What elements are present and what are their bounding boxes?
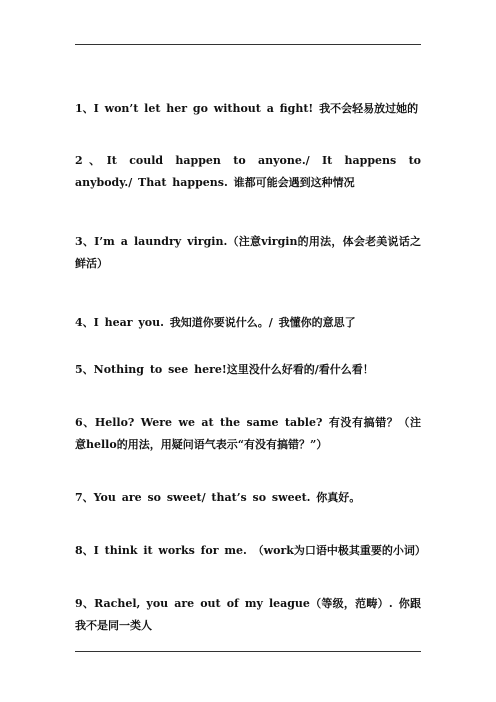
- phrase-item-6: 6、Hello? Were we at the same table? 有没有搞错？（注意hello的用法，用疑问语气表示“有没有搞错？”）: [75, 416, 421, 451]
- phrase-item-9: 9、Rachel, you are out of my league（等级，范畴）. 你跟我不是同一类人: [75, 597, 421, 632]
- bottom-rule: [75, 651, 421, 652]
- phrase-item-1: 1、I won’t let her go without a fight! 我不会轻易放过她的: [75, 102, 419, 115]
- phrase-item-7: 7、You are so sweet/ that’s so sweet. 你真好。: [75, 491, 361, 504]
- phrase-item-2: 2、It could happen to anyone./ It happens to anybody./ That happens. 谁都可能会遇到这种情况: [75, 154, 421, 189]
- phrase-item-3: 3、I’m a laundry virgin.（注意virgin的用法，体会老美说话之鲜活）: [75, 235, 421, 270]
- phrase-item-4: 4、I hear you. 我知道你要说什么。/ 我懂你的意思了: [75, 316, 356, 329]
- phrase-item-8: 8、I think it works for me. （work为口语中极其重要的小词）: [75, 544, 426, 557]
- top-rule: [75, 44, 421, 45]
- phrase-item-5: 5、Nothing to see here!这里没什么好看的/看什么看！: [75, 363, 374, 376]
